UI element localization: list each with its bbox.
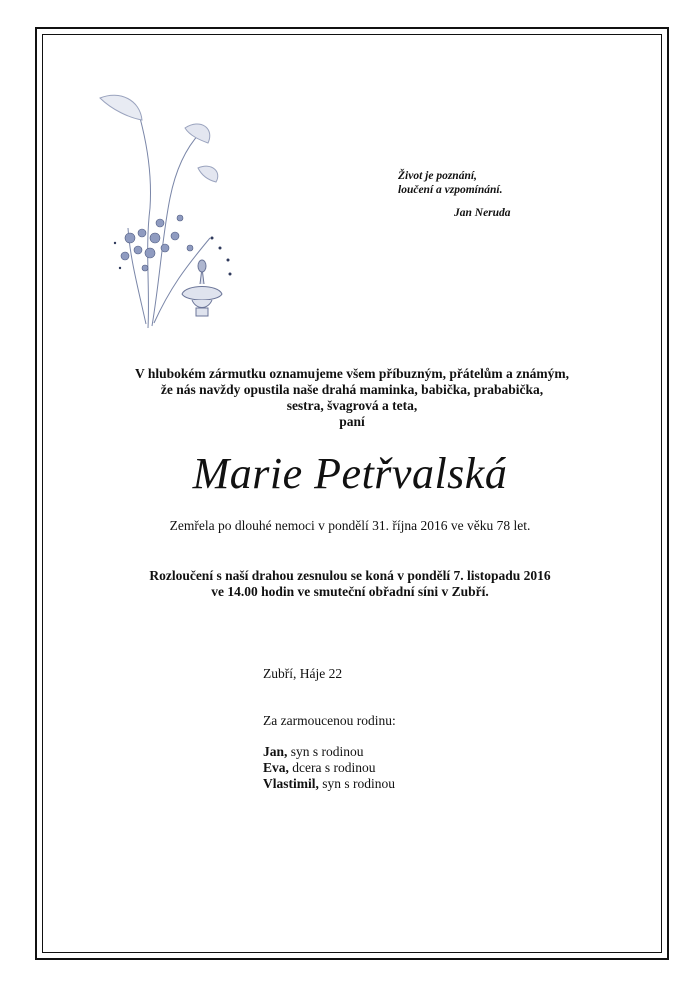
family-member-name: Jan, bbox=[263, 744, 288, 759]
family-member bbox=[263, 744, 395, 760]
family-member-relation: syn s rodinou bbox=[287, 744, 364, 759]
family-label: Za zarmoucenou rodinu: bbox=[263, 713, 396, 728]
family-member-name: Eva, bbox=[263, 760, 289, 775]
family-list bbox=[263, 744, 395, 792]
announcement-intro bbox=[60, 366, 644, 430]
intro-line: V hlubokém zármutku oznamujeme všem příbuzným, přátelům a známým, bbox=[135, 366, 569, 381]
quote-block bbox=[398, 170, 511, 221]
family-member-relation: dcera s rodinou bbox=[288, 760, 376, 775]
family-member bbox=[263, 776, 395, 792]
family-member-name: Vlastimil, bbox=[263, 776, 319, 791]
family-member bbox=[263, 760, 395, 776]
farewell-line: Rozloučení s naší drahou zesnulou se koná v pondělí 7. listopadu 2016 bbox=[149, 568, 551, 583]
farewell-line: ve 14.00 hodin ve smuteční obřadní síni v Zubří. bbox=[211, 584, 489, 599]
farewell-notice bbox=[0, 568, 700, 600]
intro-line: sestra, švagrová a teta, bbox=[286, 398, 418, 413]
address: Zubří, Háje 22 bbox=[263, 666, 343, 681]
intro-line: paní bbox=[339, 414, 365, 429]
intro-line: že nás navždy opustila naše drahá maminka, babička, prababička, bbox=[160, 382, 544, 397]
quote-line: loučení a vzpomínání. bbox=[398, 183, 503, 196]
quote-author: Jan Neruda bbox=[454, 207, 511, 219]
family-member-relation: syn s rodinou bbox=[318, 776, 396, 791]
deceased-name: Marie Petřvalská bbox=[192, 449, 508, 498]
quote-line: Život je poznání, bbox=[398, 170, 477, 182]
lily-bouquet-illustration bbox=[90, 88, 250, 338]
death-notice: Zemřela po dlouhé nemoci v pondělí 31. října 2016 ve věku 78 let. bbox=[169, 518, 531, 533]
